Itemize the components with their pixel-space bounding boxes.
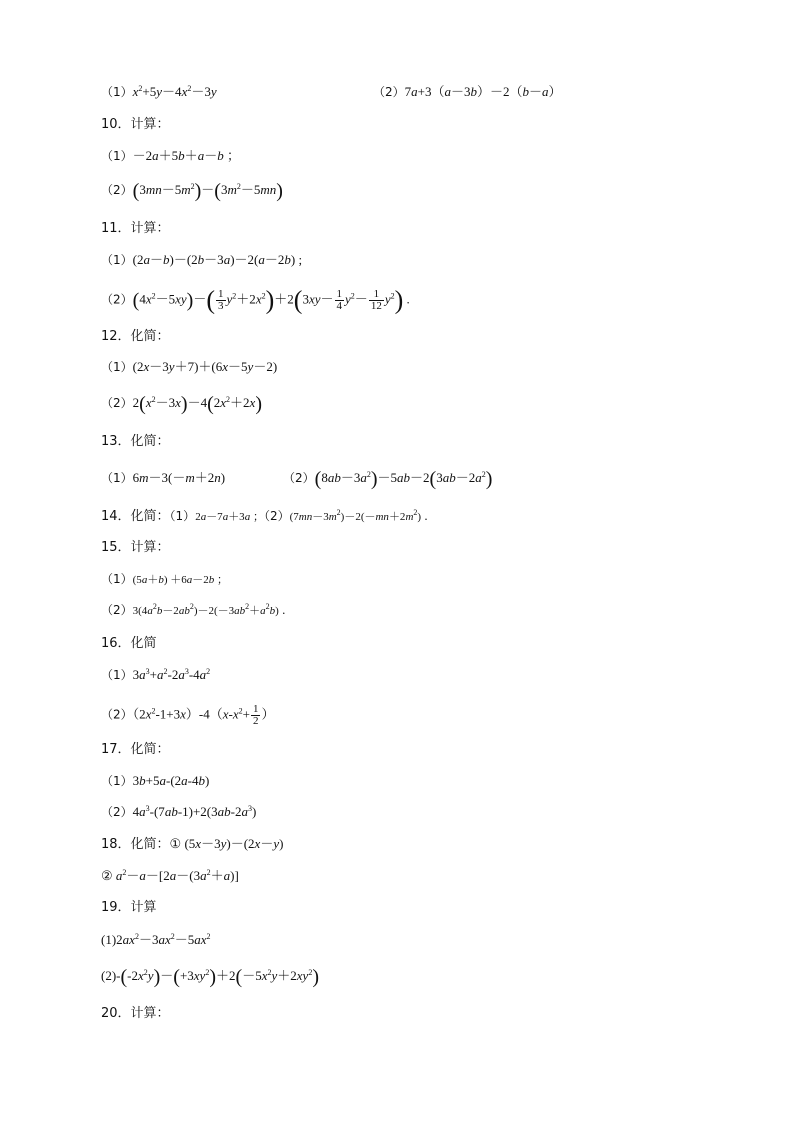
q13-part2: $(2)(8ab-3a^2)-5ab-2(3ab-2a^2)$ [283,468,493,490]
q11-part2: $(2)(4x^2-5xy)-$( $\frac{1}{3}$ $y^2+2x^2)+2(3xy-$ $\frac{1}{4}$ $y^2-$ $\frac{1}{12}$ $y^2$) . [101,285,410,315]
q9-part2: （2）7a+3（a－3b）－2（b－a） [373,84,562,99]
q13-part1: （1）6m－3(－m＋2n) [101,470,226,485]
q17-title: 17．化简： [101,742,170,757]
q16-part1: $(1)3a^3+a^2-2a^3-4a^2$ [101,667,211,682]
q19-title: 19．计算 [101,900,157,915]
q15-part2: $(2)3(4a^2b-2ab^2)-2(-3ab^2+a^2b)$ . [101,602,286,617]
q18-part1: 18．化简：① (5x－3y)－(2x－y) [101,836,284,852]
q11-part1: （1）(2a－b)－(2b－3a)－2(a－2b) ; [101,252,303,267]
q19-part1: $(1)2ax^2-3ax^2-5ax^2$ [101,932,211,947]
q17-part2: $(2)4a^3-(7ab-1)+2(3ab-2a^3)$ [101,804,257,819]
q20-title: 20．计算： [101,1006,170,1021]
q15-part1: （1）(5a＋b) ＋6a－2b ； [101,572,228,586]
q19-part2: $(2)-(-2x^2y)-(+3xy^2)+2(-5x^2y+2xy^2)$ [101,966,319,988]
q10-part1: （1）－2a＋5b＋a－b ； [101,148,240,163]
q9-part1: $(1)x^2+5y-4x^2-3y$ [101,84,217,99]
q17-part1: （1）3b+5a-(2a-4b) [101,773,210,788]
q15-title: 15．计算： [101,540,170,555]
q18-part2: ② $a^2-a-[2a-(3a^2+a)]$ [101,868,239,883]
q11-title: 11．计算： [101,221,170,236]
q16-title: 16．化简 [101,636,157,651]
q12-title: 12．化简： [101,329,170,344]
q14: 14．化简：（1）2a－7a＋3a ；$(2)(7mn-3m^2)-2(-mn+2m^2)$ . [101,508,428,524]
q10-title: 10．计算： [101,117,170,132]
q13-title: 13．化简： [101,434,170,449]
q12-part2: $(2)2(x^2-3x)-4(2x^2+2x)$ [101,393,262,415]
q10-part2: $(2)(3mn-5m^2)-(3m^2-5mn)$ [101,180,283,202]
q16-part2: $(2)(2x^2-1+3x)-4(x-x^2+$ $\frac{1}{2}$ ） [101,703,275,727]
q12-part1: （1）(2x－3y＋7)＋(6x－5y－2) [101,359,278,374]
